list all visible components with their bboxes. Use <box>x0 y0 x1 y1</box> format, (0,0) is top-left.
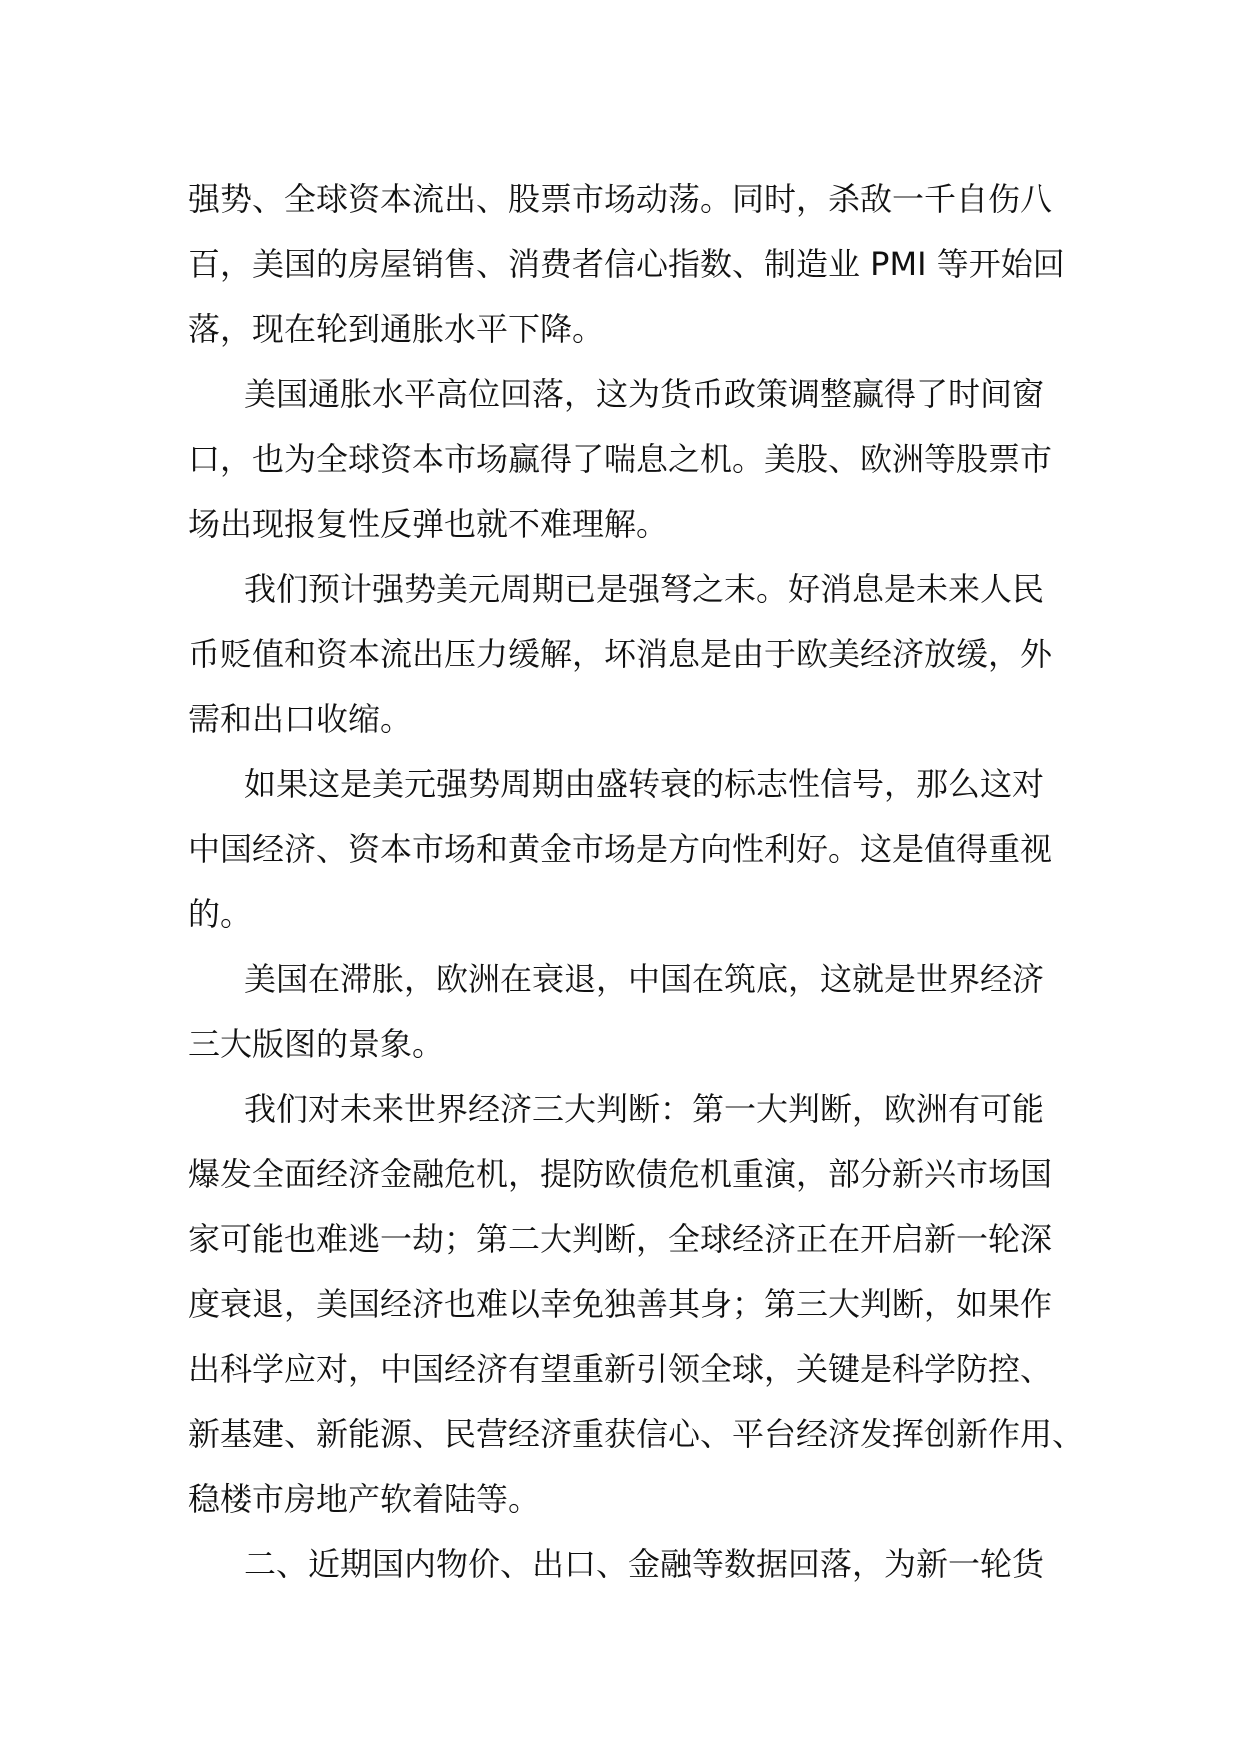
text-line: 中国经济、资本市场和黄金市场是方向性利好。这是值得重视 <box>188 830 1053 868</box>
paragraph-2 <box>188 362 1068 557</box>
text-line: 我们对未来世界经济三大判断：第一大判断，欧洲有可能 <box>244 1090 1045 1128</box>
text-line: 口，也为全球资本市场赢得了喘息之机。美股、欧洲等股票市 <box>188 440 1053 478</box>
paragraph-5 <box>188 947 1068 1077</box>
text-line: 需和出口收缩。 <box>188 700 413 738</box>
paragraph-7 <box>188 1532 1068 1597</box>
text-line: 强势、全球资本流出、股票市场动荡。同时，杀敌一千自伤八 <box>188 180 1053 218</box>
text-line: 稳楼市房地产软着陆等。 <box>188 1480 541 1518</box>
document-body <box>188 167 1085 1597</box>
text-line: 如果这是美元强势周期由盛转衰的标志性信号，那么这对 <box>244 765 1045 803</box>
text-line: 二、近期国内物价、出口、金融等数据回落，为新一轮货 <box>244 1545 1045 1583</box>
text-line: 出科学应对，中国经济有望重新引领全球，关键是科学防控、 <box>188 1350 1053 1388</box>
text-line: 三大版图的景象。 <box>188 1025 445 1063</box>
text-line: 百，美国的房屋销售、消费者信心指数、制造业 PMI 等开始回 <box>188 245 1065 283</box>
text-line: 美国通胀水平高位回落，这为货币政策调整赢得了时间窗 <box>244 375 1045 413</box>
text-line: 新基建、新能源、民营经济重获信心、平台经济发挥创新作用、 <box>188 1415 1085 1453</box>
text-line: 我们预计强势美元周期已是强弩之末。好消息是未来人民 <box>244 570 1045 608</box>
paragraph-3 <box>188 557 1068 752</box>
text-line: 家可能也难逃一劫；第二大判断，全球经济正在开启新一轮深 <box>188 1220 1053 1258</box>
text-line: 场出现报复性反弹也就不难理解。 <box>188 505 669 543</box>
text-line: 币贬值和资本流出压力缓解，坏消息是由于欧美经济放缓，外 <box>188 635 1053 673</box>
text-line: 爆发全面经济金融危机，提防欧债危机重演，部分新兴市场国 <box>188 1155 1053 1193</box>
paragraph-6 <box>188 1077 1085 1532</box>
text-line: 的。 <box>188 895 253 933</box>
paragraph-4 <box>188 752 1068 947</box>
text-line: 落，现在轮到通胀水平下降。 <box>188 310 605 348</box>
text-line: 美国在滞胀，欧洲在衰退，中国在筑底，这就是世界经济 <box>244 960 1045 998</box>
paragraph-1 <box>188 167 1068 362</box>
text-line: 度衰退，美国经济也难以幸免独善其身；第三大判断，如果作 <box>188 1285 1053 1323</box>
